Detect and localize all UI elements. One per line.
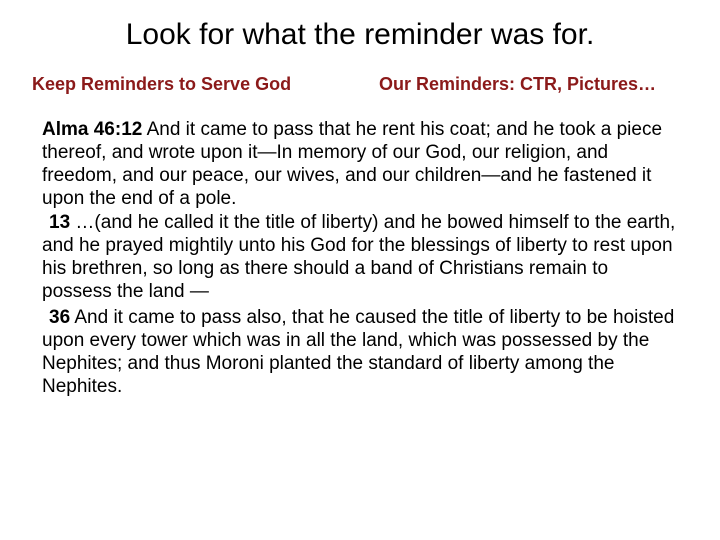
subheading-our-reminders: Our Reminders: CTR, Pictures… [379, 74, 657, 94]
verse-36 [42, 306, 682, 398]
verse-12-text: And it came to pass that he rent his coat; and he took a piece thereof, and wrote upon it—In memory of our God, our religion, and freedom, and our peace, our wives, and our children—and he fastened it upon the end of a pole. [42, 119, 663, 209]
verse-13-text: …(and he called it the title of liberty) and he bowed himself to the earth, and he prayed mightily unto his God for the blessings of liberty to rest upon his brethren, so long as there should a band of Christians remain to possess the land — [42, 212, 676, 302]
verse-12-reference: Alma 46:12 [42, 119, 143, 140]
verse-12 [42, 118, 682, 210]
verse-13-reference: 13 [49, 212, 71, 233]
verse-36-text: And it came to pass also, that he caused the title of liberty to be hoisted upon every tower which was in all the land, which was possessed by the Nephites; and thus Moroni planted the standard of liberty among the Nephites. [42, 307, 675, 397]
verse-36-reference: 36 [49, 307, 71, 328]
scripture-passage [42, 118, 682, 398]
subheading-keep-reminders: Keep Reminders to Serve God [32, 74, 292, 94]
slide-title: Look for what the reminder was for. [125, 18, 595, 51]
verse-13 [42, 211, 682, 303]
